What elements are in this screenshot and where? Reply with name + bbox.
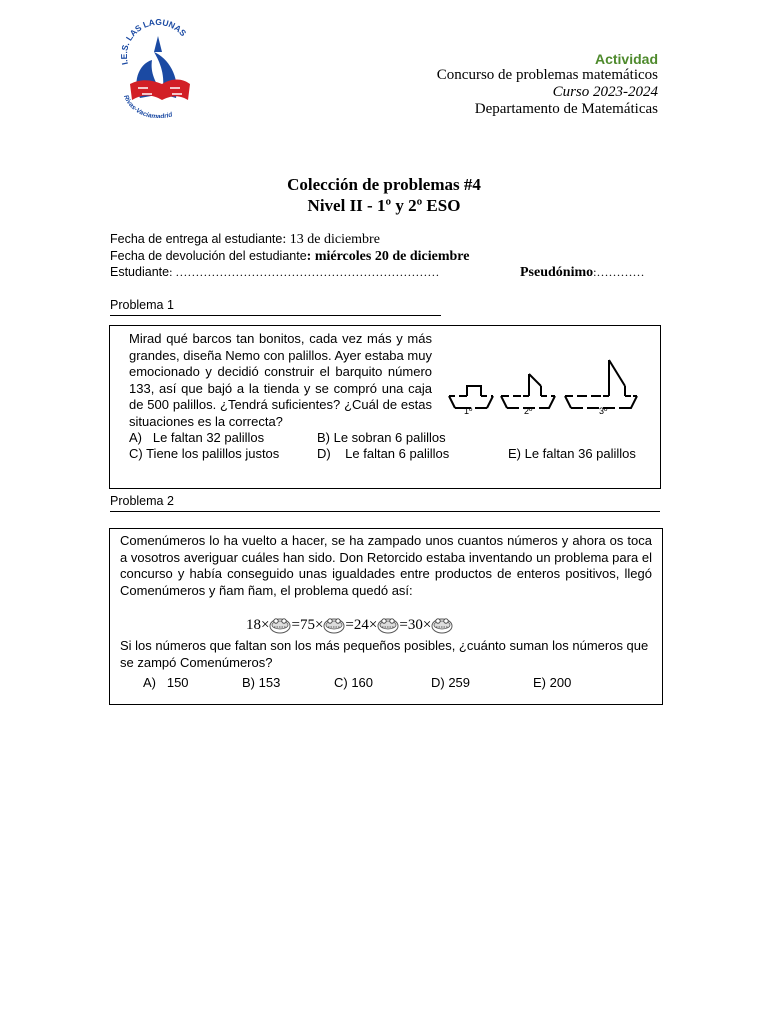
- problem1-heading-rule: [110, 315, 441, 316]
- header-department: Departamento de Matemáticas: [474, 101, 658, 117]
- problem2-question: Si los números que faltan son los más pequeños posibles, ¿cuánto suman los números que se zampó Comenúmeros?: [120, 638, 649, 670]
- boats-figure: [447, 356, 639, 420]
- school-logo: [118, 18, 198, 118]
- boat-3: [565, 360, 637, 408]
- problem1-answer-b: B) Le sobran 6 palillos: [317, 430, 446, 445]
- pseudonym-label: Pseudónimo: [520, 265, 594, 280]
- boat-label-2: 2º: [524, 406, 533, 416]
- problem2-answer-e: E) 200: [533, 675, 572, 690]
- equation-number-3: 24: [353, 616, 369, 633]
- eaten-number-icon: [377, 616, 399, 634]
- equation-number-4: 30: [407, 616, 423, 633]
- student-line: [110, 265, 439, 280]
- problem2-answer-a: A) 150: [143, 675, 189, 690]
- problem2-text: Comenúmeros lo ha vuelto a hacer, se ha zampado unos cuantos números y ahora os toca a vosotros averiguar cuáles han sido. Don Retorcido estaba inventando un problema para el concurso y había conseguido unas igualdades entre productos de enteros positivos, llegó Comenúmeros y ñam ñam, el problema quedó así:: [120, 533, 652, 598]
- return-date-value: : miércoles 20 de diciembre: [306, 249, 470, 264]
- header-course: Curso 2023-2024: [552, 84, 658, 100]
- delivery-date-label: Fecha de entrega al estudiante: [110, 232, 283, 246]
- equation-number-1: 18: [246, 616, 261, 633]
- student-label: Estudiante: [110, 265, 170, 279]
- problem1-answer-d: D) Le faltan 6 palillos: [317, 446, 450, 461]
- problem2-heading: Problema 2: [110, 494, 174, 508]
- pseudonym-field[interactable]: :…………: [593, 265, 645, 279]
- problem1-heading: Problema 1: [110, 298, 174, 312]
- return-date-line: [110, 249, 469, 265]
- eaten-number-icon: [431, 616, 453, 634]
- logo-text-bottom: Rivas-Vaciamadrid: [122, 94, 174, 118]
- header-activity: Actividad: [594, 51, 658, 67]
- problem1-answer-c: C) Tiene los palillos justos: [129, 446, 280, 461]
- return-date-label: Fecha de devolución del estudiante: [110, 249, 307, 263]
- problem1-answer-a: A) Le faltan 32 palillos: [129, 430, 265, 445]
- problem1-text: Mirad qué barcos tan bonitos, cada vez más y más grandes, diseña Nemo con palillos. Ayer estaba muy emocionado y decidió construir el barquito número 133, así que bajó a la tienda y se compró una caja de 500 palillos. ¿Tendrá suficientes? ¿Cuál de estas situaciones es la correcta?: [129, 331, 432, 429]
- boat-2: [501, 374, 555, 408]
- student-field[interactable]: : …………………………………………………………: [169, 265, 440, 279]
- header-contest: Concurso de problemas matemáticos: [436, 67, 658, 83]
- page-subtitle: Nivel II - 1º y 2º ESO: [307, 196, 461, 215]
- boat-label-1: 1º: [464, 406, 473, 416]
- problem2-answer-c: C) 160: [334, 675, 374, 690]
- problem2-equation: 18 × = 75 × = 24 × = 30 ×: [246, 614, 453, 636]
- boat-label-3: 3º: [599, 406, 608, 416]
- problem2-heading-rule: [110, 511, 660, 512]
- problem2-answer-d: D) 259: [431, 675, 471, 690]
- page-title: Colección de problemas #4: [287, 175, 481, 194]
- eaten-number-icon: [323, 616, 345, 634]
- eaten-number-icon: [269, 616, 291, 634]
- delivery-date-line: [110, 232, 380, 248]
- problem1-answer-e: E) Le faltan 36 palillos: [508, 446, 636, 461]
- delivery-date-value: : 13 de diciembre: [282, 232, 380, 247]
- pseudonym-line: [520, 265, 644, 281]
- svg-text:I.E.S. LAS LAGUNAS: [119, 18, 189, 66]
- logo-text-top: I.E.S. LAS LAGUNAS: [118, 18, 189, 66]
- boat-1: [449, 386, 493, 408]
- equation-number-2: 75: [299, 616, 315, 633]
- problem2-answer-b: B) 153: [242, 675, 281, 690]
